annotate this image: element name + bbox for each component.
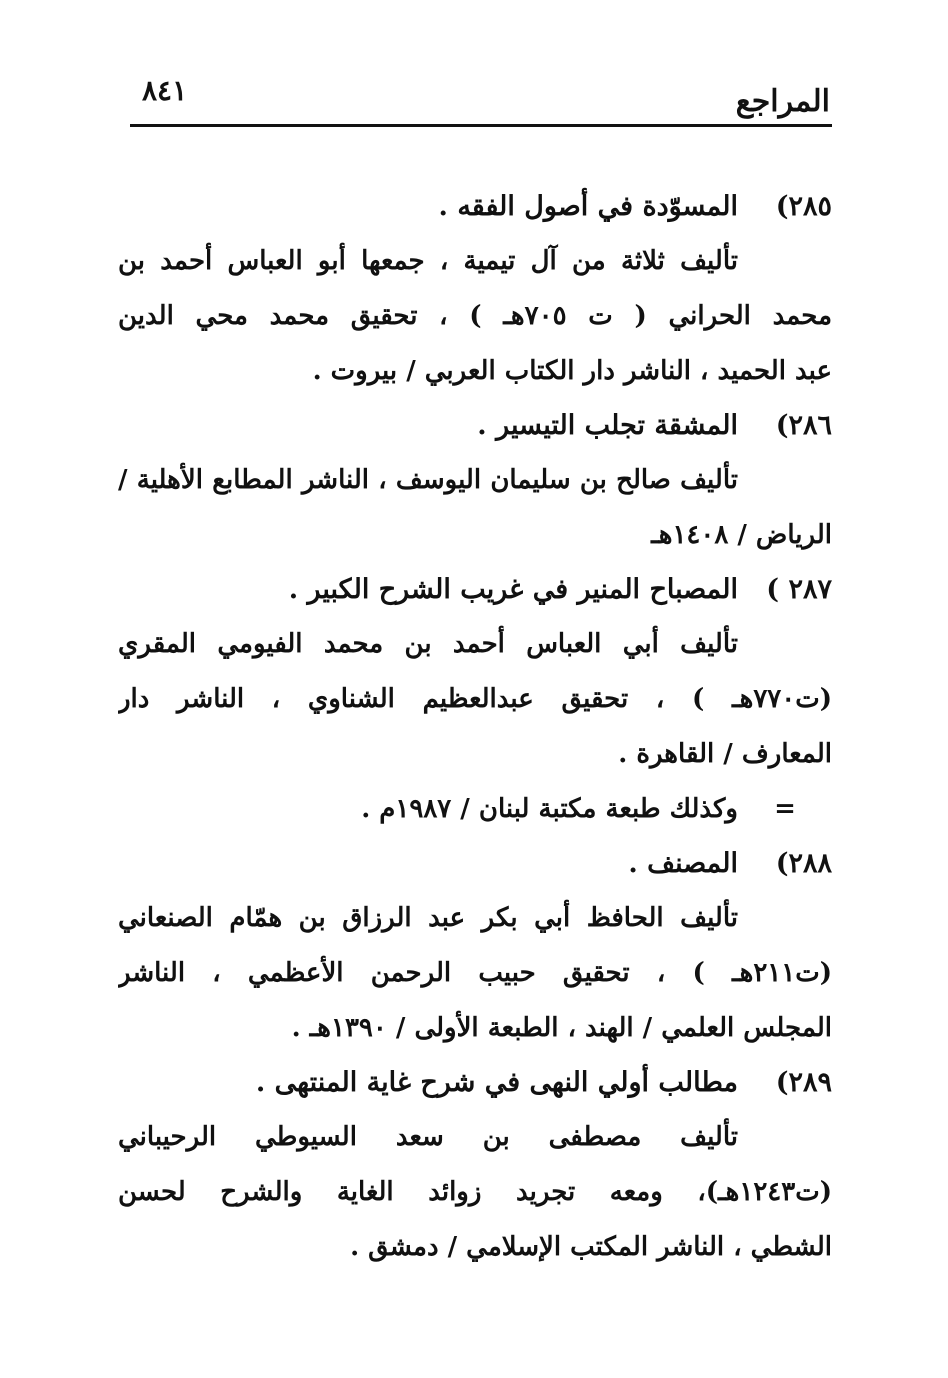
entry-title-text: مطالب أولي النهى في شرح غاية المنتهى . xyxy=(255,1067,738,1098)
entry-line: عبد الحميد ، الناشر دار الكتاب العربي / بيروت . xyxy=(312,356,832,386)
reference-entry-289 xyxy=(118,1056,832,1275)
entry-title xyxy=(118,399,832,453)
reference-entry-286 xyxy=(118,399,832,563)
entry-title-text: المصباح المنير في غريب الشرح الكبير . xyxy=(288,574,738,605)
entry-line: المعارف / القاهرة . xyxy=(618,739,832,769)
entry-line: محمد الحراني ( ت ٧٠٥هـ ) ، تحقيق محمد محي الدين xyxy=(118,301,832,331)
page-number: ٨٤١ xyxy=(142,74,188,107)
reference-entry-287 xyxy=(118,563,832,837)
entry-number: ٢٨٩) xyxy=(775,1067,832,1098)
equals-mark: = xyxy=(774,794,796,824)
entry-line: تأليف أبي العباس أحمد بن محمد الفيومي المقري xyxy=(118,629,738,659)
references-list xyxy=(118,180,832,1275)
entry-number: ٢٨٥) xyxy=(775,191,832,222)
page-header xyxy=(130,70,830,126)
entry-line: الرياض / ١٤٠٨هـ xyxy=(651,520,832,550)
entry-line: المجلس العلمي / الهند ، الطبعة الأولى / ١٣٩٠هـ . xyxy=(291,1013,832,1043)
entry-title-text: المشقة تجلب التيسير . xyxy=(477,410,738,441)
entry-title-text: المسوّدة في أصول الفقه . xyxy=(438,191,738,222)
reference-entry-288 xyxy=(118,837,832,1056)
entry-number: ٢٨٦) xyxy=(775,410,832,441)
header-rule xyxy=(130,124,832,127)
entry-title xyxy=(118,837,832,891)
entry-title xyxy=(118,1056,832,1110)
entry-line: تأليف صالح بن سليمان اليوسف ، الناشر المطابع الأهلية / xyxy=(118,465,738,495)
entry-number: ٢٨٨) xyxy=(775,848,832,879)
running-title: المراجع xyxy=(735,84,830,119)
entry-line: تأليف ثلاثة من آل تيمية ، جمعها أبو العباس أحمد بن xyxy=(118,246,738,276)
entry-line: الشطي ، الناشر المكتب الإسلامي / دمشق . xyxy=(350,1232,832,1262)
entry-number: ٢٨٧ ) xyxy=(766,574,832,605)
entry-line: (ت٧٧٠هـ ) ، تحقيق عبدالعظيم الشناوي ، الناشر دار xyxy=(118,684,832,714)
entry-line: (ت١٢٤٣هـ)، ومعه تجريد زوائد الغاية والشرح لحسن xyxy=(118,1177,832,1207)
entry-title xyxy=(118,180,832,234)
entry-line: (ت٢١١هـ ) ، تحقيق حبيب الرحمن الأعظمي ، الناشر xyxy=(118,958,832,988)
entry-title xyxy=(118,563,832,617)
entry-note-text: وكذلك طبعة مكتبة لبنان / ١٩٨٧م . xyxy=(361,794,738,824)
reference-entry-285 xyxy=(118,180,832,399)
entry-line: تأليف مصطفى بن سعد السيوطي الرحيباني xyxy=(118,1122,738,1152)
entry-title-text: المصنف . xyxy=(628,848,738,879)
entry-line: تأليف الحافظ أبي بكر عبد الرزاق بن همّام الصنعاني xyxy=(118,903,738,933)
entry-note xyxy=(118,782,832,837)
